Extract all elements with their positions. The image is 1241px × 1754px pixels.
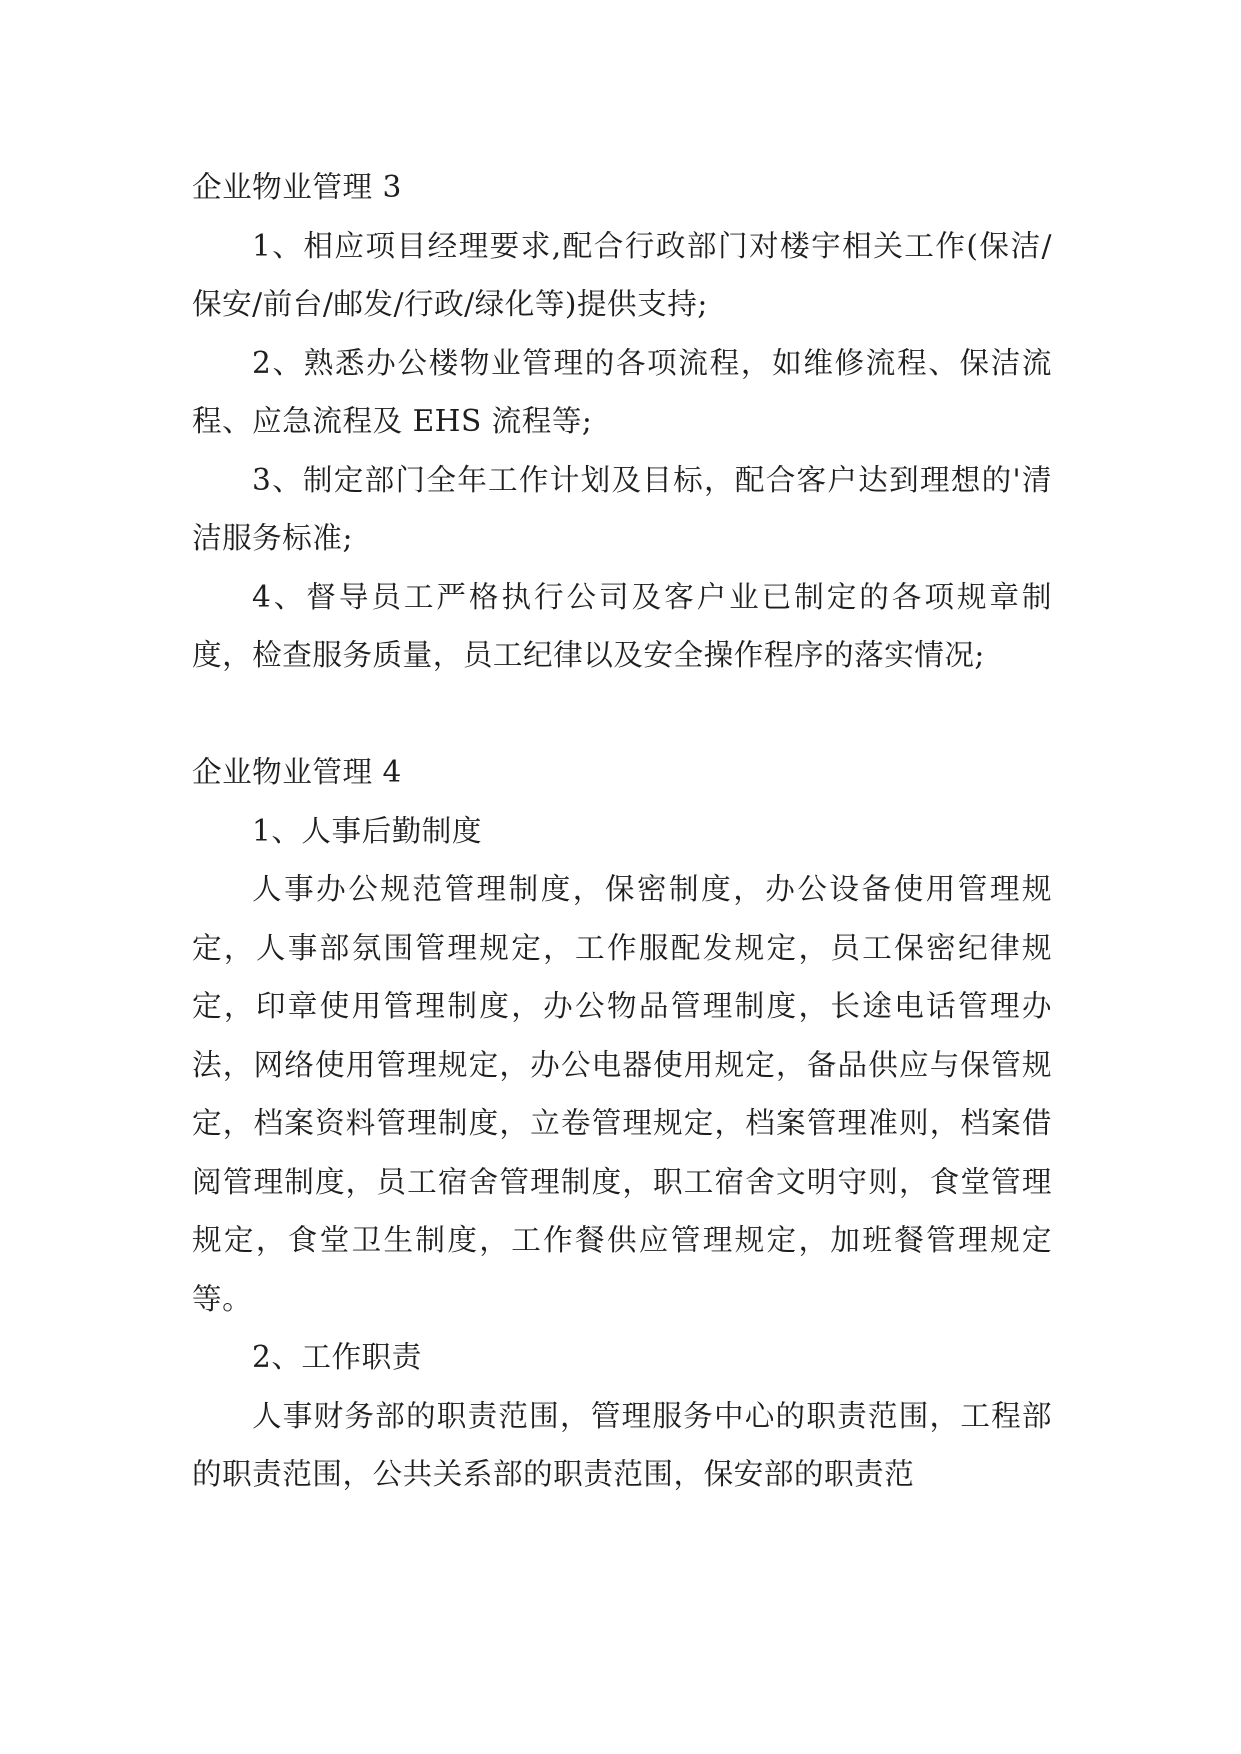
paragraph: 4、督导员工严格执行公司及客户业已制定的各项规章制度，检查服务质量，员工纪律以及安全操作程序的落实情况; <box>192 579 1052 672</box>
section-title: 企业物业管理 3 <box>192 170 402 204</box>
paragraph: 2、熟悉办公楼物业管理的各项流程，如维修流程、保洁流程、应急流程及 EHS 流程等; <box>192 345 1052 438</box>
section-spacer <box>192 685 1052 744</box>
paragraph: 3、制定部门全年工作计划及目标，配合客户达到理想的'清洁服务标准; <box>192 462 1052 555</box>
section-title: 企业物业管理 4 <box>192 755 402 789</box>
paragraph: 1、相应项目经理要求,配合行政部门对楼宇相关工作(保洁/保安/前台/邮发/行政/绿化等)提供支持; <box>192 228 1052 321</box>
subheading: 2、工作职责 <box>252 1340 422 1374</box>
paragraph: 人事财务部的职责范围，管理服务中心的职责范围，工程部的职责范围，公共关系部的职责范围，保安部的职责范 <box>192 1398 1052 1491</box>
section-property-management-3 <box>192 158 1052 685</box>
paragraph: 人事办公规范管理制度，保密制度，办公设备使用管理规定，人事部氛围管理规定，工作服配发规定，员工保密纪律规定，印章使用管理制度，办公物品管理制度，长途电话管理办法，网络使用管理规定，办公电器使用规定，备品供应与保管规定，档案资料管理制度，立卷管理规定，档案管理准则，档案借阅管理制度，员工宿舍管理制度，职工宿舍文明守则，食堂管理规定，食堂卫生制度，工作餐供应管理规定，加班餐管理规定等。 <box>192 872 1052 1316</box>
subheading: 1、人事后勤制度 <box>252 813 482 848</box>
section-property-management-4 <box>192 743 1052 1504</box>
document-body <box>192 158 1052 1504</box>
